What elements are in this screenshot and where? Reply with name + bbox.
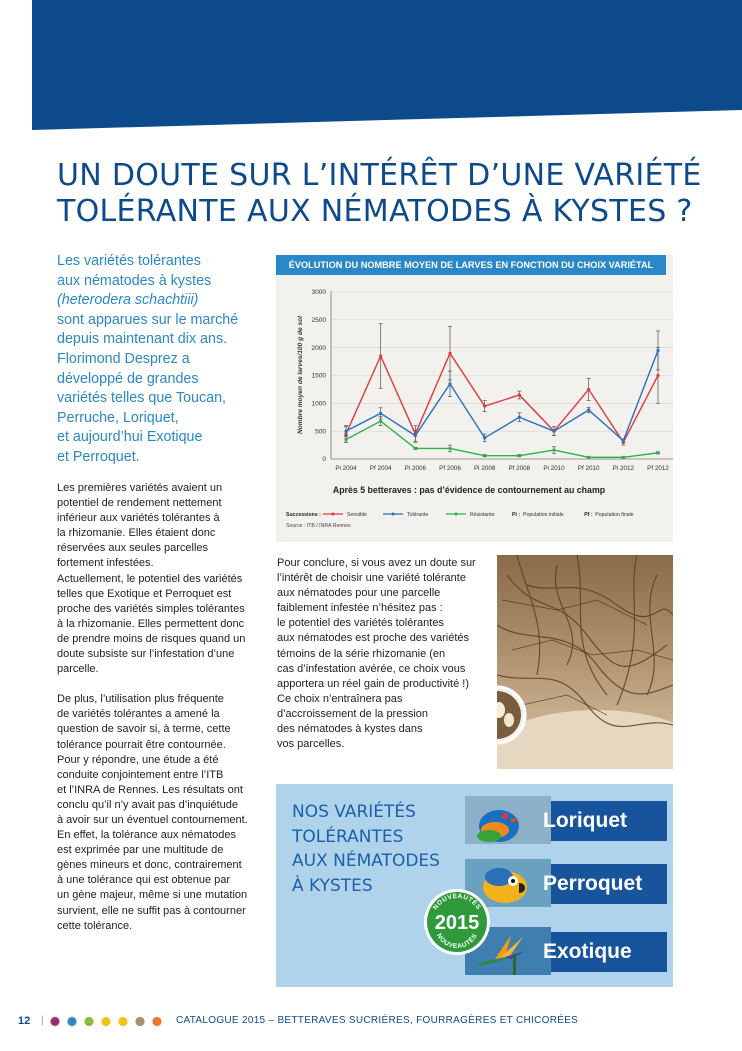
data-point: [656, 349, 659, 352]
legend-title: Successions :: [286, 511, 321, 518]
page-footer: [18, 1013, 728, 1029]
y-tick-label: 0: [322, 456, 326, 464]
intro-line: sont apparues sur le marché: [57, 311, 239, 328]
footer-dot: [118, 1017, 127, 1026]
body-line: de prendre moins de risques quand un: [57, 632, 246, 645]
chart-legend: [286, 512, 634, 518]
line-chart: [276, 255, 673, 542]
footer-dot: [135, 1017, 144, 1026]
legend-marker: [455, 513, 458, 516]
variety-name: Loriquet: [543, 809, 627, 832]
conclusion-line: Ce choix n’entraînera pas: [277, 692, 403, 705]
x-tick-labels: [335, 465, 669, 472]
data-point: [483, 454, 486, 457]
body-paragraph-2: [57, 692, 272, 934]
footer-dot: [152, 1017, 161, 1026]
page-title-line-1: UN DOUTE SUR L’INTÉRÊT D’UNE VARIÉTÉ: [57, 158, 702, 193]
intro-line: et aujourd’hui Exotique: [57, 429, 203, 446]
x-tick-label: Pf 2010: [577, 465, 600, 472]
data-point: [622, 456, 625, 459]
promo-panel: [276, 784, 673, 987]
legend-note-text: Population initiale: [523, 511, 564, 518]
intro-line: et Perroquet.: [57, 448, 140, 465]
conclusion-line: d’accroissement de la pression: [277, 707, 429, 720]
series-line: [346, 353, 658, 442]
body-line: à avoir sur un éventuel contournement.: [57, 813, 248, 826]
body-line: la rhizomanie. Elles étaient donc: [57, 527, 216, 540]
body-line: de variétés tolérantes a amené la: [57, 708, 220, 721]
legend-entry: Tolérante: [407, 511, 429, 518]
conclusion-paragraph: [277, 556, 487, 752]
page-number: 12: [18, 1015, 31, 1027]
header-band: [0, 0, 742, 130]
legend-note-key: Pf :: [584, 511, 593, 518]
chart-panel: [276, 255, 673, 542]
promo-title-line: AUX NÉMATODES: [292, 851, 440, 871]
legend-marker: [332, 513, 335, 516]
variety-loriquet: [465, 796, 667, 844]
promo-title-line: NOS VARIÉTÉS: [292, 802, 416, 822]
body-line: proche des variétés simples tolérantes: [57, 602, 245, 615]
chart-subtitle: Après 5 betteraves : pas d’évidence de contournement au champ: [332, 485, 606, 495]
series-line: [346, 421, 658, 457]
x-tick-label: Pi 2006: [404, 465, 427, 472]
data-point: [483, 436, 486, 439]
y-tick-label: 1500: [311, 372, 326, 380]
y-tick-label: 2500: [311, 317, 326, 325]
data-point: [379, 420, 382, 423]
conclusion-line: vos parcelles.: [277, 738, 345, 751]
x-tick-label: Pf 2008: [508, 465, 531, 472]
nouveautes-2015-badge: [423, 888, 491, 956]
body-line: réservées aux seules parcelles: [57, 542, 209, 555]
page-title: [57, 158, 702, 230]
data-point: [656, 374, 659, 377]
intro-paragraph: [57, 252, 267, 468]
footer-separator: |: [41, 1015, 44, 1026]
body-line: doute subsiste sur l’infestation d’une: [57, 648, 235, 661]
intro-line: Perruche, Loriquet,: [57, 409, 179, 426]
footer-dot: [50, 1017, 59, 1026]
intro-line: depuis maintenant dix ans.: [57, 331, 228, 348]
intro-line: aux nématodes à kystes: [57, 272, 212, 289]
data-point: [518, 454, 521, 457]
data-point: [656, 451, 659, 454]
data-point: [587, 408, 590, 411]
footer-dot: [101, 1017, 110, 1026]
conclusion-line: l’intérêt de choisir une variété tolérante: [277, 572, 466, 585]
conclusion-line: des nématodes à kystes dans: [277, 723, 423, 736]
chart-title: ÉVOLUTION DU NOMBRE MOYEN DE LARVES EN FONCTION DU CHOIX VARIÉTAL: [276, 255, 666, 275]
promo-title-line: TOLÉRANTES: [292, 826, 404, 847]
page-title-line-2: TOLÉRANTE AUX NÉMATODES À KYSTES ?: [57, 194, 693, 229]
data-point: [448, 382, 451, 385]
variety-name: Perroquet: [543, 872, 643, 895]
x-tick-label: Pf 2004: [369, 465, 392, 472]
body-line: telles que Exotique et Perroquet est: [57, 587, 232, 600]
conclusion-line: Pour conclure, si vous avez un doute sur: [277, 557, 476, 569]
data-point: [448, 447, 451, 450]
data-point: [552, 448, 555, 451]
body-line: Les premières variétés avaient un: [57, 482, 223, 494]
data-point: [414, 447, 417, 450]
intro-line: développé de grandes: [57, 370, 199, 387]
data-point: [448, 352, 451, 355]
footer-color-dots: [49, 1016, 175, 1027]
data-point: [379, 412, 382, 415]
body-line: conclu qu’il n’y avait pas d’inquiétude: [57, 798, 239, 811]
series-rsistante: [344, 417, 660, 459]
data-point: [587, 456, 590, 459]
y-tick-label: 500: [315, 428, 326, 436]
x-tick-label: Pi 2008: [473, 465, 496, 472]
body-paragraph-1: [57, 481, 272, 677]
data-point: [344, 430, 347, 433]
y-tick-labels: [312, 289, 327, 463]
x-tick-label: Pi 2010: [543, 465, 565, 472]
body-line: à la rhizomanie. Elles permettent donc: [57, 617, 245, 630]
chart-source: Source : ITB / INRA Rennes: [286, 523, 351, 529]
footer-catalogue-title: CATALOGUE 2015 – BETTERAVES SUCRIÈRES, FOURRAGÈRES ET CHICORÉES: [176, 1015, 579, 1026]
data-point: [518, 393, 521, 396]
intro-line: variétés telles que Toucan,: [57, 390, 227, 407]
intro-line: Florimond Desprez a: [57, 350, 190, 367]
promo-title: [292, 800, 440, 898]
body-line: tolérance pourrait être contournée.: [57, 738, 226, 751]
badge-top-text: NOUVEAUTÉS: [431, 892, 483, 912]
y-axis-label: Nombre moyen de larves/100 g de sol: [297, 315, 304, 435]
footer-dot: [67, 1017, 76, 1026]
legend-entry: Sensible: [347, 511, 367, 518]
data-point: [414, 434, 417, 437]
lorikeet-bird-picture: [465, 796, 551, 844]
conclusion-line: apportera un réel gain de productivité !): [277, 677, 470, 690]
data-point: [379, 354, 382, 357]
footer-dot: [84, 1017, 93, 1026]
data-point: [622, 439, 625, 442]
body-text: [57, 481, 272, 934]
body-line: De plus, l’utilisation plus fréquente: [57, 693, 224, 706]
body-line: Actuellement, le potentiel des variétés: [57, 572, 243, 585]
body-line: parcelle.: [57, 663, 99, 676]
body-line: un gène majeur, même si une mutation: [57, 889, 248, 902]
data-point: [344, 438, 347, 441]
body-line: est exprimée par une multitude de: [57, 844, 224, 857]
data-point: [587, 388, 590, 391]
intro-line-latin-name: (heterodera schachtiii): [57, 292, 199, 309]
x-tick-label: Pi 2004: [335, 465, 357, 472]
body-line: à une tolérance qui est obtenue par: [57, 874, 231, 887]
variety-perroquet: [465, 859, 667, 907]
body-line: survient, elle ne suffit pas à contourner: [57, 904, 246, 917]
x-tick-label: Pf 2006: [439, 465, 461, 472]
body-line: Pour y répondre, une étude a été: [57, 753, 219, 766]
body-line: conduite conjointement entre l’ITB: [57, 768, 224, 781]
body-line: inférieur aux variétés tolérantes à: [57, 512, 220, 525]
conclusion-line: témoins de la série rhizomanie (en: [277, 647, 446, 660]
body-line: question de savoir si, à terme, cette: [57, 723, 231, 736]
y-tick-label: 3000: [311, 289, 326, 297]
legend-marker: [392, 513, 395, 516]
conclusion-line: cas d’infestation avérée, ce choix vous: [277, 662, 466, 675]
legend-entry: Résistante: [470, 511, 495, 518]
beet-root-photo: [497, 555, 673, 769]
conclusion-line: aux nématodes est proche des variétés: [277, 632, 470, 645]
x-tick-label: Pi 2012: [612, 465, 635, 472]
y-tick-label: 2000: [311, 344, 326, 352]
data-point: [483, 405, 486, 408]
conclusion-line: le potentiel des variétés tolérantes: [277, 617, 444, 630]
chart-series: [344, 324, 660, 459]
paragraph-gap: [57, 677, 272, 692]
body-line: cette tolérance.: [57, 919, 133, 932]
intro-line: Les variétés tolérantes: [57, 253, 201, 269]
legend-note-key: Pi :: [512, 511, 521, 518]
body-line: En effet, la tolérance aux nématodes: [57, 829, 236, 842]
body-line: potentiel de rendement nettement: [57, 497, 222, 510]
conclusion-line: aux nématodes pour une parcelle: [277, 587, 441, 600]
promo-title-line: À KYSTES: [292, 875, 373, 896]
body-line: et l’INRA de Rennes. Les résultats ont: [57, 783, 243, 796]
badge-bottom-text: NOUVEAUTÉS: [435, 932, 479, 951]
series-line: [346, 350, 658, 440]
conclusion-line: faiblement infestée n’hésitez pas :: [277, 602, 443, 615]
x-tick-label: Pf 2012: [647, 465, 669, 472]
body-line: fortement infestées.: [57, 557, 154, 570]
badge-year: 2015: [434, 912, 480, 934]
body-line: gènes mineurs et donc, contrairement: [57, 859, 242, 872]
variety-exotique: [465, 927, 667, 975]
y-tick-label: 1000: [311, 400, 326, 408]
chart-grid: [331, 292, 673, 431]
variety-name: Exotique: [543, 940, 632, 963]
data-point: [552, 430, 555, 433]
data-point: [518, 416, 521, 419]
legend-note-text: Population finale: [595, 511, 634, 518]
